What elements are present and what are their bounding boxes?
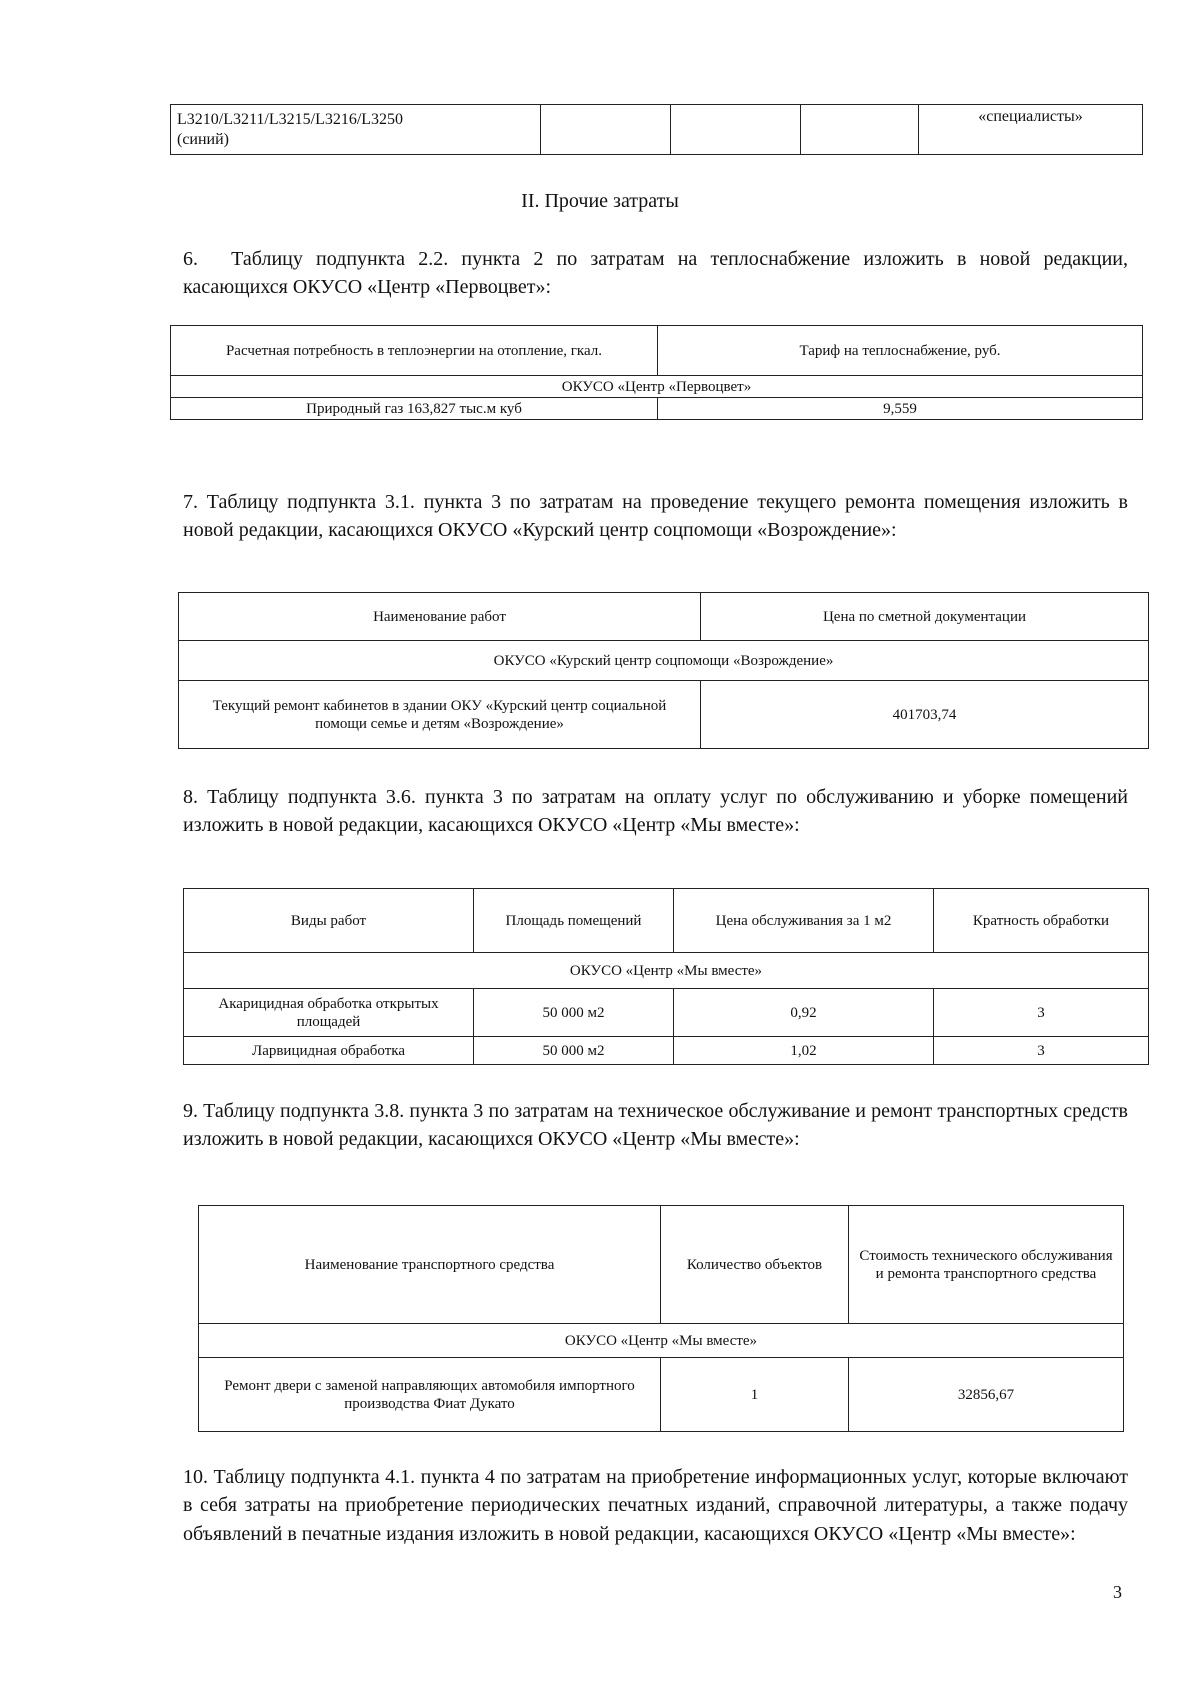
table-org-row: ОКУСО «Центр «Мы вместе» <box>184 953 1149 989</box>
table-cell: 50 000 м2 <box>474 1037 674 1065</box>
table-cell: Текущий ремонт кабинетов в здании ОКУ «Курский центр социальной помощи семье и детям «Возрождение» <box>179 681 701 749</box>
table-header-cell: Кратность обработки <box>934 889 1149 953</box>
table-cell: 401703,74 <box>701 681 1149 749</box>
table-cell: Ларвицидная обработка <box>184 1037 474 1065</box>
table-cell: 0,92 <box>674 989 934 1037</box>
table-header-cell: Количество объектов <box>661 1206 849 1324</box>
table-header-cell: Наименование транспортного средства <box>199 1206 661 1324</box>
top-table-cell-last: «специалисты» <box>919 105 1143 155</box>
table-cell: 32856,67 <box>849 1358 1124 1432</box>
table-cell: 1,02 <box>674 1037 934 1065</box>
top-table-cell-name: L3210/L3211/L3215/L3216/L3250 (синий) <box>171 105 541 155</box>
table-header-cell: Тариф на теплоснабжение, руб. <box>658 326 1143 376</box>
section-heading: II. Прочие затраты <box>521 190 679 212</box>
paragraph-9: 9. Таблицу подпункта 3.8. пункта 3 по затратам на техническое обслуживание и ремонт транспортных средств изложить в новой редакции, касающихся ОКУСО «Центр «Мы вместе»: <box>183 1100 1128 1151</box>
table-header-cell: Цена обслуживания за 1 м2 <box>674 889 934 953</box>
table-header-cell: Расчетная потребность в теплоэнергии на отопление, гкал. <box>171 326 658 376</box>
table-header-cell: Цена по сметной документации <box>701 593 1149 641</box>
top-table-cell-empty <box>671 105 801 155</box>
table-org-row: ОКУСО «Курский центр соцпомощи «Возрождение» <box>179 641 1149 681</box>
table-repair <box>178 592 1149 749</box>
table-header-cell: Стоимость технического обслуживания и ремонта транспортного средства <box>849 1206 1124 1324</box>
table-transport <box>198 1205 1124 1432</box>
paragraph-6: 6. Таблицу подпункта 2.2. пункта 2 по затратам на теплоснабжение изложить в новой редакции, касающихся ОКУСО «Центр «Первоцвет»: <box>183 248 1128 299</box>
top-table-cell-empty <box>541 105 671 155</box>
top-table-cell-empty <box>801 105 919 155</box>
table-org-row: ОКУСО «Центр «Первоцвет» <box>171 376 1143 398</box>
paragraph-7: 7. Таблицу подпункта 3.1. пункта 3 по затратам на проведение текущего ремонта помещения изложить в новой редакции, касающихся ОКУСО «Курский центр соцпомощи «Возрождение»: <box>183 491 1128 542</box>
table-cell: Ремонт двери с заменой направляющих автомобиля импортного производства Фиат Дукато <box>199 1358 661 1432</box>
table-cell: 9,559 <box>658 398 1143 420</box>
table-header-cell: Площадь помещений <box>474 889 674 953</box>
table-cleaning <box>183 888 1149 1065</box>
table-cell: Природный газ 163,827 тыс.м куб <box>171 398 658 420</box>
table-cell: 3 <box>934 1037 1149 1065</box>
table-cell: 1 <box>661 1358 849 1432</box>
table-header-cell: Виды работ <box>184 889 474 953</box>
table-header-cell: Наименование работ <box>179 593 701 641</box>
page-number: 3 <box>1113 1582 1122 1602</box>
table-cell: Акарицидная обработка открытых площадей <box>184 989 474 1037</box>
table-heat-supply <box>170 325 1143 420</box>
table-cell: 3 <box>934 989 1149 1037</box>
table-org-row: ОКУСО «Центр «Мы вместе» <box>199 1324 1124 1358</box>
paragraph-8: 8. Таблицу подпункта 3.6. пункта 3 по затратам на оплату услуг по обслуживанию и уборке помещений изложить в новой редакции, касающихся ОКУСО «Центр «Мы вместе»: <box>183 786 1128 837</box>
paragraph-10: 10. Таблицу подпункта 4.1. пункта 4 по затратам на приобретение информационных услуг, которые включают в себя затраты на приобретение периодических печатных изданий, справочной литературы, а также подачу объявлений в печатные издания изложить в новой редакции, касающихся ОКУСО «Центр «Мы вместе»: <box>183 1466 1128 1545</box>
table-cell: 50 000 м2 <box>474 989 674 1037</box>
top-table-fragment <box>170 104 1143 155</box>
